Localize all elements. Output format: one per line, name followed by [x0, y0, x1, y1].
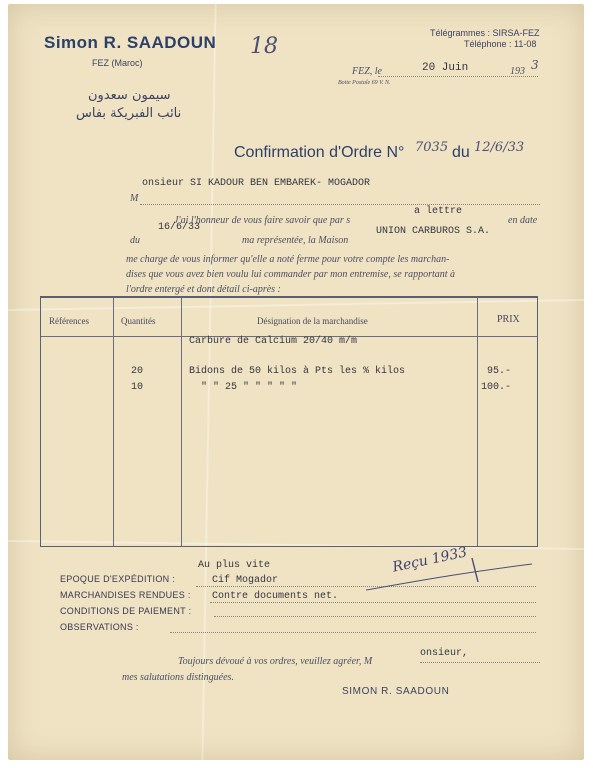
body-en-date: en date: [508, 215, 538, 226]
body-line3: me charge de vous informer qu'elle a noté ferme pour votre compte les marchan-: [126, 254, 450, 265]
telegrams: Télégrammes : SIRSA-FEZ: [430, 28, 540, 38]
observations-line: [170, 632, 536, 633]
signature-stroke: [362, 556, 542, 596]
closing-onsieur: onsieur,: [420, 648, 469, 659]
order-date: 12/6/33: [474, 140, 525, 155]
header-prix: PRIX: [497, 314, 520, 325]
body-line4: dises que vous avez bien voulu lui commander par mon entremise, se rapportant à: [126, 269, 456, 280]
conditions-label: CONDITIONS DE PAIEMENT :: [60, 606, 192, 616]
row-designation: Bidons de 50 kilos à Pts les % kilos: [189, 366, 406, 377]
year-prefix: 193: [510, 66, 525, 77]
body-letter-date: 16/6/33: [158, 222, 201, 233]
telephone: Téléphone : 11-08: [464, 39, 537, 49]
year-digit: 3: [531, 58, 539, 72]
body-du: du: [130, 235, 140, 246]
marchandises-value: Contre documents net.: [212, 591, 339, 602]
closing-line: [420, 662, 540, 663]
row-designation: Carbure de Calcium 20/40 m/m: [189, 336, 358, 347]
body-line5: l'ordre entergé et dont détail ci-après :: [126, 284, 281, 295]
place-label: FEZ, le: [352, 66, 382, 77]
header-designation: Désignation de la marchandise: [257, 316, 368, 326]
signature-name: SIMON R. SAADOUN: [342, 686, 450, 697]
au-plus-vite: Au plus vite: [198, 560, 271, 571]
company-city: FEZ (Maroc): [92, 58, 143, 68]
order-table: [40, 296, 538, 547]
closing-line1: Toujours dévoué à vos ordres, veuillez agréer, M: [178, 656, 373, 667]
date-line: [378, 76, 538, 77]
addressee-name: onsieur SI KADOUR BEN EMBAREK- MOGADOR: [142, 178, 371, 189]
conditions-line: [214, 616, 536, 617]
row-qty: 20: [131, 366, 144, 377]
order-number: 7035: [415, 140, 449, 155]
confirmation-title: Confirmation d'Ordre N°: [234, 144, 405, 161]
company-name: Simon R. SAADOUN: [44, 33, 217, 52]
marchandises-line: [210, 602, 536, 603]
arabic-name: سيمون سعدون: [88, 88, 171, 103]
closing-line2: mes salutations distinguées.: [122, 672, 234, 683]
body-line1: J'ai l'honneur de vous faire savoir que par s: [174, 215, 351, 226]
addressee-prefix: M: [130, 193, 139, 204]
title-du: du: [452, 144, 470, 161]
letter-date: 20 Juin: [422, 62, 469, 74]
row-price: 100.-: [481, 382, 512, 393]
addressee-line: [140, 204, 540, 205]
body-maison: UNION CARBUROS S.A.: [376, 226, 491, 237]
handwritten-signature: Reçu 1933: [391, 544, 469, 576]
observations-label: OBSERVATIONS :: [60, 622, 139, 632]
handwritten-number: 18: [250, 34, 278, 59]
header-references: Références: [49, 316, 89, 326]
marchandises-label: MARCHANDISES RENDUES :: [60, 590, 191, 600]
epoque-value: Cif Mogador: [212, 575, 279, 586]
epoque-label: EPOQUE D'EXPÉDITION :: [60, 574, 176, 584]
row-qty: 10: [131, 382, 144, 393]
body-lettre: a lettre: [414, 206, 463, 217]
row-designation: " " 25 " " " " ": [201, 382, 298, 393]
row-price: 95.-: [487, 366, 512, 377]
arabic-title: نائب الفبريكة بفاس: [76, 106, 182, 121]
body-line2: ma représentée, la Maison: [242, 235, 349, 246]
postal-box: Boite Postale 69 V. N.: [338, 80, 391, 86]
header-quantites: Quantités: [121, 316, 156, 326]
